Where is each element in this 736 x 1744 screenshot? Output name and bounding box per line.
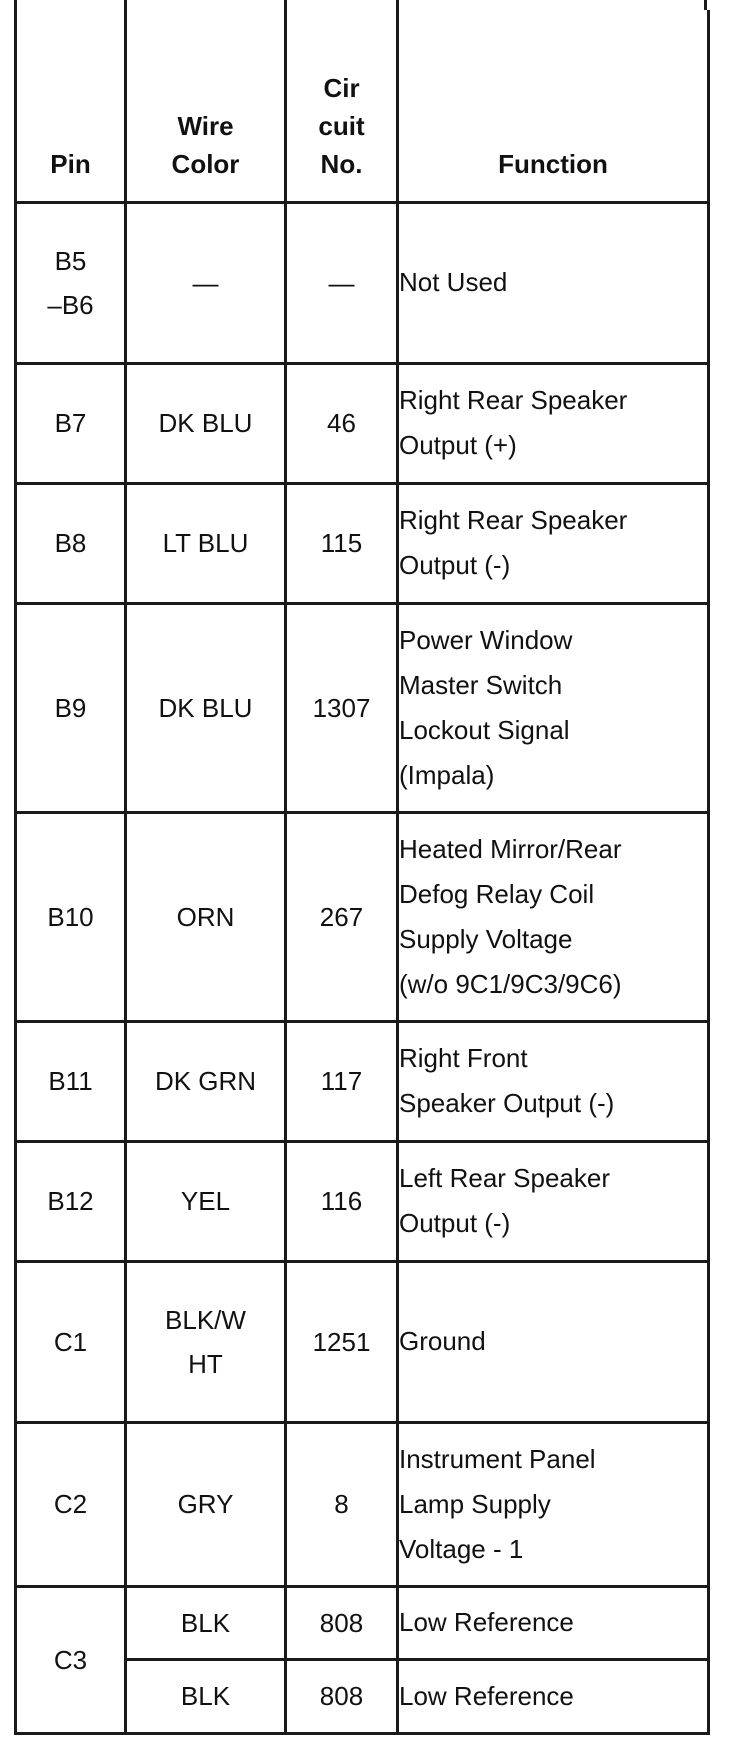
- wire-color-cell: BLK: [126, 1659, 286, 1733]
- circuit-cell: 116: [286, 1141, 398, 1261]
- pin-header: Pin: [16, 10, 126, 202]
- table-row: [16, 202, 709, 363]
- function-cell: Not Used: [398, 202, 709, 363]
- table-top-edge: [284, 0, 287, 10]
- table-row: [16, 812, 709, 1021]
- pin-cell: C2: [16, 1422, 126, 1586]
- wire-color-cell: GRY: [126, 1422, 286, 1586]
- function-cell: Right Front Speaker Output (-): [398, 1021, 709, 1141]
- function-header: Function: [398, 10, 709, 202]
- function-cell: Heated Mirror/Rear Defog Relay Coil Supply Voltage (w/o 9C1/9C3/9C6): [398, 812, 709, 1021]
- table-top-edge: [704, 0, 707, 10]
- circuit-cell: 46: [286, 363, 398, 483]
- table-row: [16, 1586, 709, 1659]
- circuit-cell: 8: [286, 1422, 398, 1586]
- circuit-cell: 115: [286, 483, 398, 603]
- function-cell: Left Rear Speaker Output (-): [398, 1141, 709, 1261]
- circuit-cell: 117: [286, 1021, 398, 1141]
- wire-color-header: Wire Color: [126, 10, 286, 202]
- table-top-edge: [396, 0, 399, 10]
- pin-cell: B8: [16, 483, 126, 603]
- table-row: [16, 363, 709, 483]
- wire-color-cell: DK BLU: [126, 363, 286, 483]
- pin-cell: B9: [16, 603, 126, 812]
- table-row: [16, 483, 709, 603]
- pin-cell: B11: [16, 1021, 126, 1141]
- circuit-cell: 1307: [286, 603, 398, 812]
- circuit-cell: 267: [286, 812, 398, 1021]
- function-cell: Ground: [398, 1261, 709, 1422]
- table-top-edge: [14, 0, 17, 10]
- pin-cell: B12: [16, 1141, 126, 1261]
- pin-cell: C1: [16, 1261, 126, 1422]
- wire-color-cell: ORN: [126, 812, 286, 1021]
- pin-cell: C3: [16, 1586, 126, 1733]
- wire-color-cell: DK GRN: [126, 1021, 286, 1141]
- function-cell: Low Reference: [398, 1586, 709, 1659]
- function-cell: Power Window Master Switch Lockout Signal (Impala): [398, 603, 709, 812]
- pin-cell: B7: [16, 363, 126, 483]
- circuit-cell: —: [286, 202, 398, 363]
- wire-color-cell: YEL: [126, 1141, 286, 1261]
- circuit-number-header: Cir cuit No.: [286, 10, 398, 202]
- table-row: [16, 1261, 709, 1422]
- connector-pinout-table: [14, 10, 710, 1735]
- function-cell: Right Rear Speaker Output (+): [398, 363, 709, 483]
- function-cell: Instrument Panel Lamp Supply Voltage - 1: [398, 1422, 709, 1586]
- wire-color-cell: DK BLU: [126, 603, 286, 812]
- circuit-cell: 1251: [286, 1261, 398, 1422]
- table-row: [16, 603, 709, 812]
- wire-color-cell: LT BLU: [126, 483, 286, 603]
- wire-color-cell: BLK: [126, 1586, 286, 1659]
- table-row: [16, 1021, 709, 1141]
- table-row: [16, 1422, 709, 1586]
- table-row: [16, 1141, 709, 1261]
- header-row: [16, 10, 709, 202]
- table-top-edge: [124, 0, 127, 10]
- circuit-cell: 808: [286, 1659, 398, 1733]
- wire-color-cell: —: [126, 202, 286, 363]
- pin-cell: B5 –B6: [16, 202, 126, 363]
- wire-color-cell: BLK/W HT: [126, 1261, 286, 1422]
- function-cell: Low Reference: [398, 1659, 709, 1733]
- function-cell: Right Rear Speaker Output (-): [398, 483, 709, 603]
- circuit-cell: 808: [286, 1586, 398, 1659]
- pin-cell: B10: [16, 812, 126, 1021]
